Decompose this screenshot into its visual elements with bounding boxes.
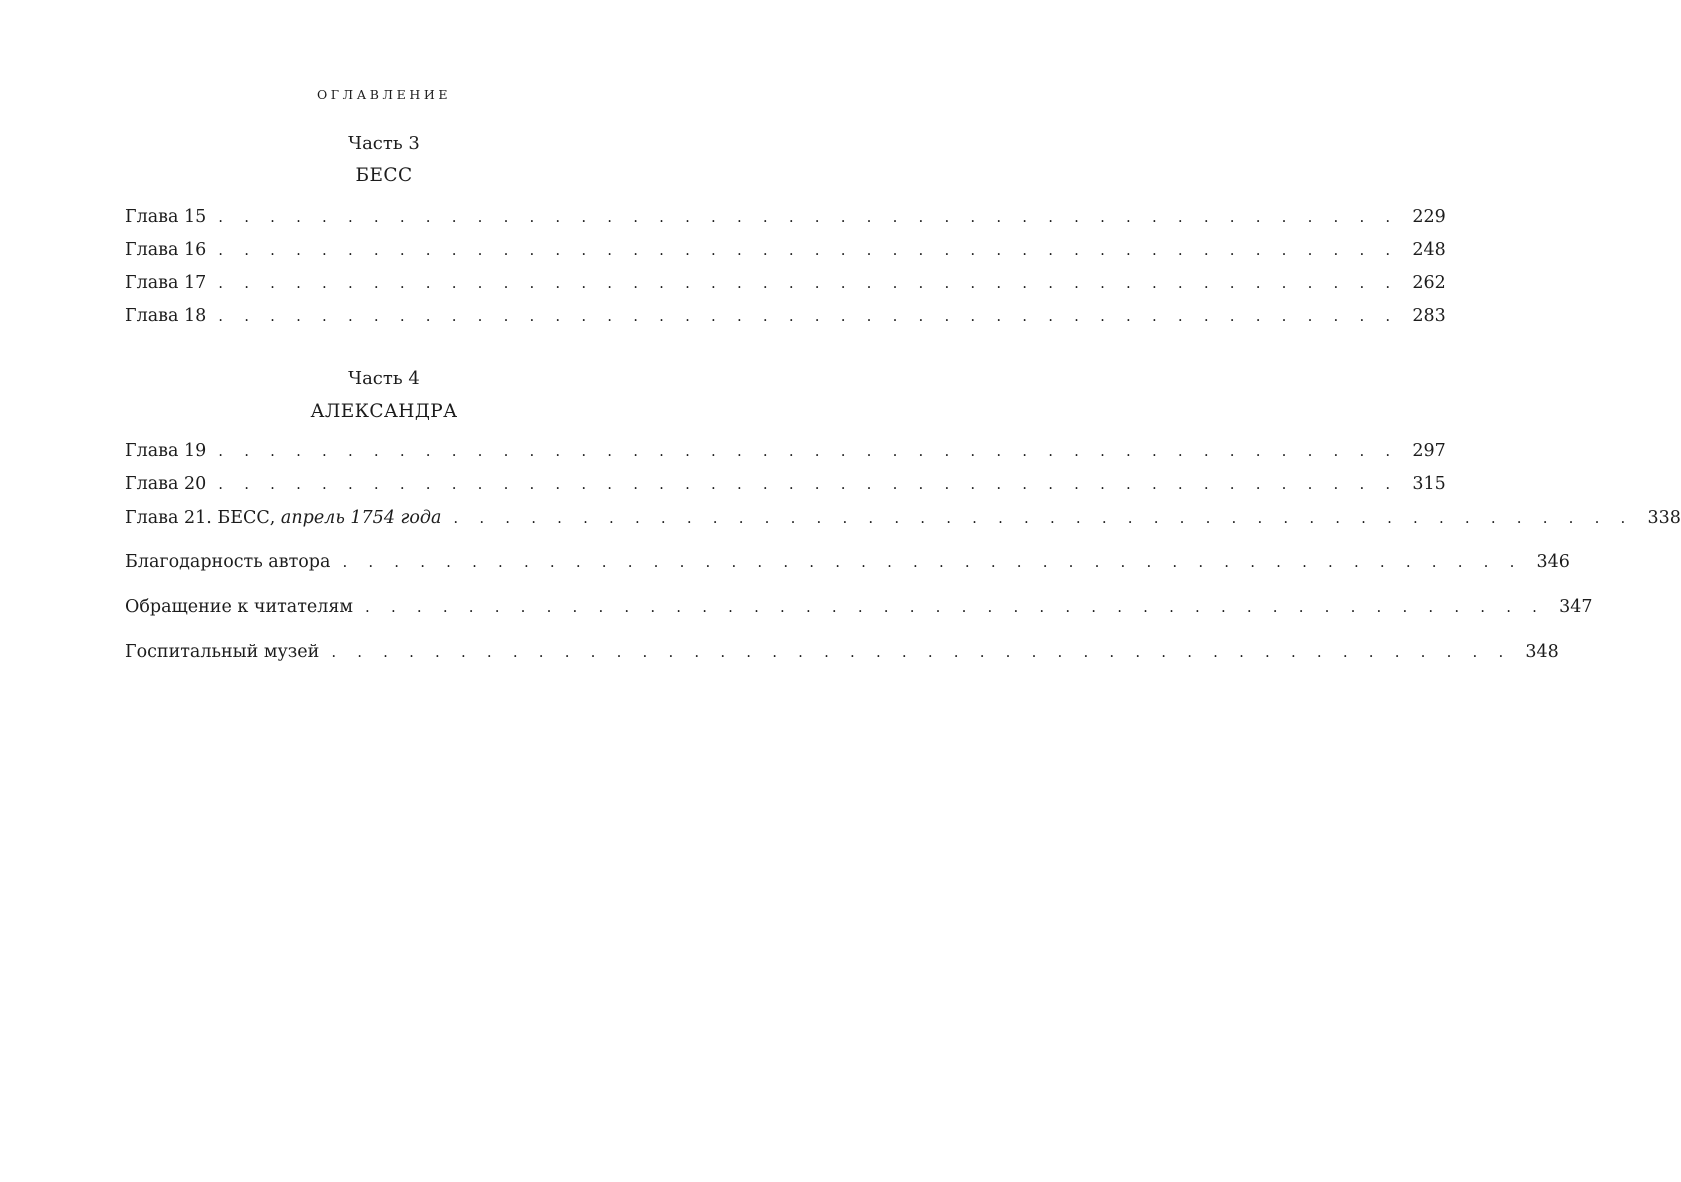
toc-entry-page: 338 (1647, 508, 1681, 528)
toc-entry-title: Благодарность автора (125, 552, 331, 572)
toc-entry-chapter-21[interactable] (125, 506, 1681, 530)
toc-entry-address-to-readers[interactable] (125, 595, 1593, 619)
toc-entry-title: Госпитальный музей (125, 642, 320, 662)
toc-entry-title: Глава 19 (125, 441, 207, 461)
running-head: ОГЛАВЛЕНИЕ (316, 87, 452, 102)
toc-entry-title-italic: апрель 1754 года (280, 508, 442, 528)
toc-leader-dots: . . . . . . . . . . . . . . . . . . . . . . . . . . . . . . . . . . . . . . . . . . . . . . (342, 553, 1523, 571)
toc-leader-dots: . . . . . . . . . . . . . . . . . . . . . . . . . . . . . . . . . . . . . . . . . . . . . . (218, 274, 1399, 292)
toc-entry-title: Обращение к читателям (125, 597, 354, 617)
toc-entry-chapter-15[interactable] (125, 205, 1446, 229)
toc-entry-title: Глава 15 (125, 207, 207, 227)
toc-entry-page: 348 (1525, 642, 1559, 662)
toc-entry-title: Глава 18 (125, 306, 207, 326)
toc-entry-page: 347 (1559, 597, 1593, 617)
toc-leader-dots: . . . . . . . . . . . . . . . . . . . . . . . . . . . . . . . . . . . . . . . . . . . . . . (218, 442, 1399, 460)
part-3-title: БЕСС (355, 165, 413, 186)
part-3-label: Часть 3 (348, 133, 420, 154)
toc-entry-title: Глава 20 (125, 474, 207, 494)
toc-entry-page: 283 (1412, 306, 1446, 326)
toc-leader-dots: . . . . . . . . . . . . . . . . . . . . . . . . . . . . . . . . . . . . . . . . . . . . . . (331, 643, 1512, 661)
toc-entry-chapter-18[interactable] (125, 304, 1446, 328)
toc-leader-dots: . . . . . . . . . . . . . . . . . . . . . . . . . . . . . . . . . . . . . . . . . . . . . . (365, 598, 1546, 616)
toc-entry-chapter-16[interactable] (125, 238, 1446, 262)
toc-entry-page: 315 (1412, 474, 1446, 494)
toc-entry-hospital-museum[interactable] (125, 640, 1559, 664)
toc-entry-page: 248 (1412, 240, 1446, 260)
toc-entry-title (125, 506, 441, 530)
toc-entry-title: Глава 16 (125, 240, 207, 260)
toc-entry-acknowledgements[interactable] (125, 550, 1570, 574)
toc-entry-chapter-17[interactable] (125, 271, 1446, 295)
toc-entry-title: Глава 17 (125, 273, 207, 293)
toc-entry-title-roman: Глава 21. БЕСС, (125, 508, 281, 528)
toc-entry-page: 297 (1412, 441, 1446, 461)
toc-entry-chapter-20[interactable] (125, 472, 1446, 496)
toc-entry-page: 346 (1536, 552, 1570, 572)
toc-leader-dots: . . . . . . . . . . . . . . . . . . . . . . . . . . . . . . . . . . . . . . . . . . . . . . (218, 307, 1399, 325)
toc-leader-dots: . . . . . . . . . . . . . . . . . . . . . . . . . . . . . . . . . . . . . . . . . . . . . . (218, 208, 1399, 226)
toc-leader-dots: . . . . . . . . . . . . . . . . . . . . . . . . . . . . . . . . . . . . . . . . . . . . . . (218, 241, 1399, 259)
toc-leader-dots: . . . . . . . . . . . . . . . . . . . . . . . . . . . . . . . . . . . . . . . . . . . . . . (453, 509, 1634, 527)
toc-leader-dots: . . . . . . . . . . . . . . . . . . . . . . . . . . . . . . . . . . . . . . . . . . . . . . (218, 475, 1399, 493)
part-4-label: Часть 4 (348, 368, 420, 389)
toc-entry-chapter-19[interactable] (125, 439, 1446, 463)
part-4-title: АЛЕКСАНДРА (310, 401, 458, 422)
toc-entry-page: 262 (1412, 273, 1446, 293)
toc-entry-page: 229 (1412, 207, 1446, 227)
